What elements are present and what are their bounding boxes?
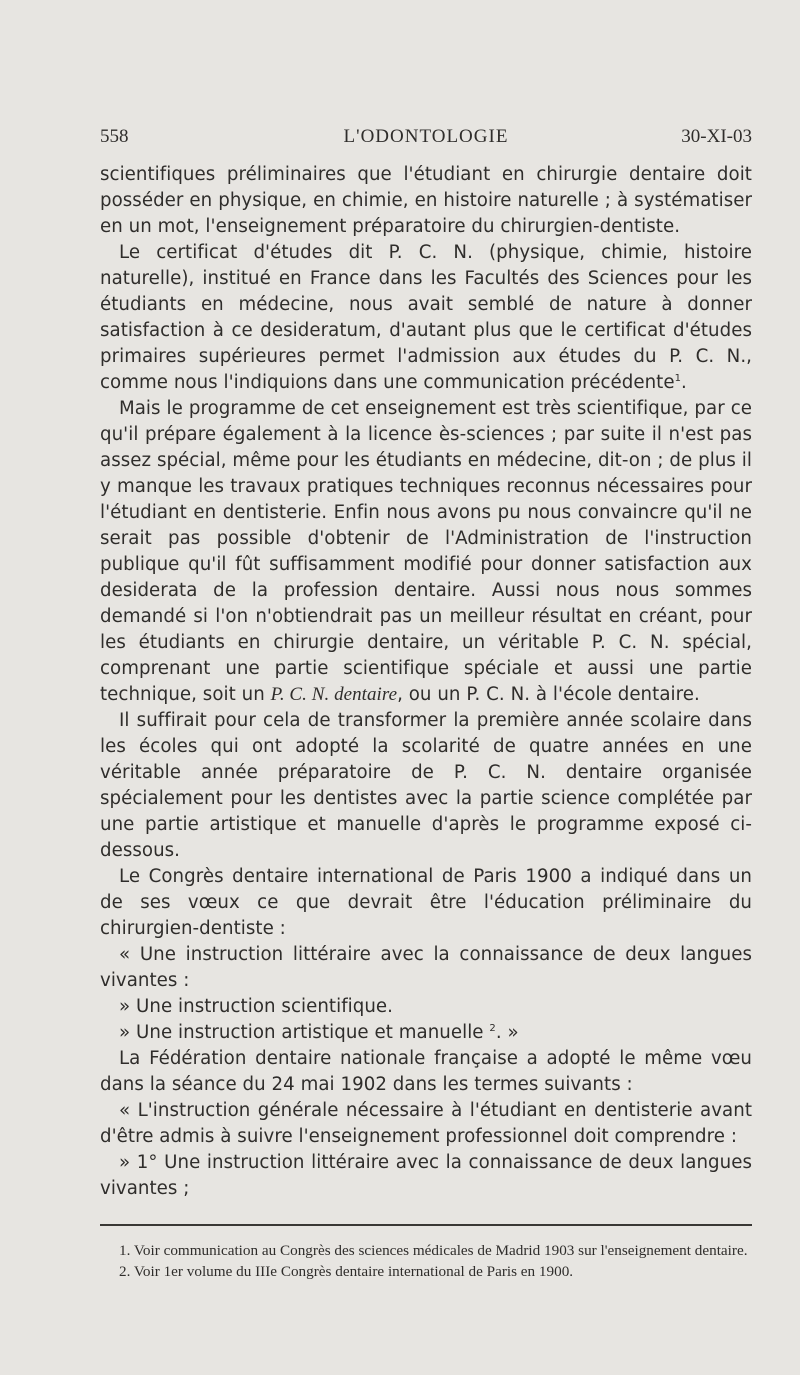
issue-date: 30-XI-03 <box>681 126 752 147</box>
paragraph-2: Le certificat d'études dit P. C. N. (physique, chimie, histoire naturelle), institué en France dans les Facultés des Sciences pour les étudiants en médecine, nous avait semblé de nature à donner satisfaction à ce desideratum, d'autant plus que le certificat d'études primaires supérieures permet l'admission aux études du P. C. N., comme nous l'indiquions dans une communication précédente$^1$. <box>100 242 752 393</box>
page-number: 558 <box>100 126 129 147</box>
paragraph-5: Le Congrès dentaire international de Paris 1900 a indiqué dans un de ses vœux ce que devrait être l'éducation préliminaire du chirurgien-dentiste : <box>100 866 752 939</box>
running-header <box>100 126 752 152</box>
paragraph-6: La Fédération dentaire nationale française a adopté le même vœu dans la séance du 24 mai 1902 dans les termes suivants : <box>100 1048 752 1095</box>
paragraph-3: Mais le programme de cet enseignement est très scientifique, par ce qu'il prépare également à la licence ès-sciences ; par suite il n'est pas assez spécial, même pour les étudiants en médecine, dit-on ; de plus il y manque les travaux pratiques techniques reconnus nécessaires pour l'étudiant en dentisterie. Enfin nous avons pu nous convaincre qu'il ne serait pas possible d'obtenir de l'Administration de l'instruction publique qu'il fût suffisamment modifié pour donner satisfaction aux desiderata de la profession dentaire. Aussi nous nous sommes demandé si l'on n'obtiendrait pas un meilleur résultat en créant, pour les étudiants en chirurgie dentaire, un véritable P. C. N. spécial, comprenant une partie scientifique spéciale et aussi une partie technique, soit un P. C. N. dentaire, ou un P. C. N. à l'école dentaire. <box>100 398 752 705</box>
footnotes <box>100 1240 752 1282</box>
body-text <box>100 162 752 1202</box>
quote-line-5: » 1° Une instruction littéraire avec la connaissance de deux langues vivantes ; <box>100 1152 752 1199</box>
paragraph-4: Il suffirait pour cela de transformer la première année scolaire dans les écoles qui ont adopté la scolarité de quatre années en une véritable année préparatoire de P. C. N. dentaire organisée spécialement pour les dentistes avec la partie science complétée par une partie artistique et manuelle d'après le programme exposé ci-dessous. <box>100 710 752 861</box>
paragraph-1: scientifiques préliminaires que l'étudiant en chirurgie dentaire doit posséder en physique, en chimie, en histoire naturelle ; à systématiser en un mot, l'enseignement préparatoire du chirurgien-dentiste. <box>100 164 752 237</box>
footnote-divider <box>100 1224 752 1226</box>
footnote-ref-2: 2 <box>489 1022 496 1034</box>
footnote-2: 2. Voir 1er volume du IIIe Congrès dentaire international de Paris en 1900. <box>119 1263 574 1280</box>
journal-title: L'ODONTOLOGIE <box>343 126 509 147</box>
quote-line-2: » Une instruction scientifique. <box>119 996 394 1017</box>
footnote-1: 1. Voir communication au Congrès des sciences médicales de Madrid 1903 sur l'enseignement dentaire. <box>119 1242 748 1259</box>
footnote-ref-1: 1 <box>674 372 682 384</box>
quote-line-3: » Une instruction artistique et manuelle $^2$. » <box>119 1022 519 1043</box>
italic-term: P. C. N. dentaire <box>270 684 398 705</box>
quote-line-1: « Une instruction littéraire avec la connaissance de deux langues vivantes : <box>100 944 752 991</box>
quote-line-4: « L'instruction générale nécessaire à l'étudiant en dentisterie avant d'être admis à suivre l'enseignement professionnel doit comprendre : <box>100 1100 752 1147</box>
